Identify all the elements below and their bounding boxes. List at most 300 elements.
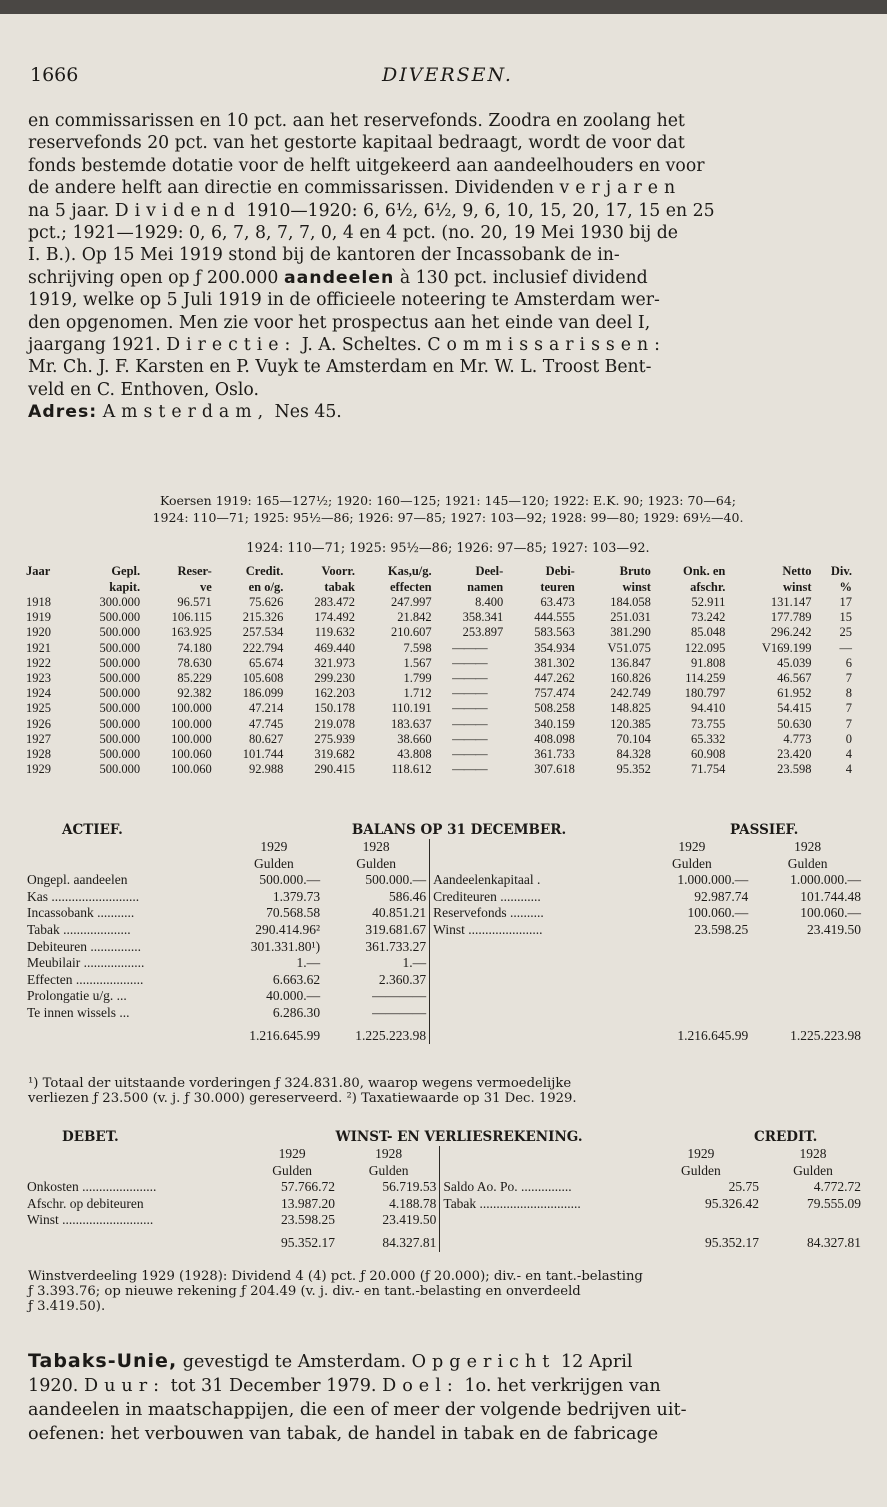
balans-title: BALANS OP 31 DECEMBER. (351, 822, 567, 838)
duur-label: Duur: (83, 1376, 166, 1396)
account-label: Incassobank ........... (27, 905, 135, 921)
amount-cell (632, 988, 751, 1005)
dividend-label: Dividend (114, 200, 241, 221)
stats-row (24, 595, 854, 610)
value-cell: 80.627 (248, 731, 284, 746)
stats-row (24, 732, 854, 747)
text-span: schrijving open op ƒ 200.000 (28, 267, 279, 288)
amount-cell (632, 955, 751, 972)
account-label (430, 972, 633, 989)
col-header: Voorr. (321, 564, 355, 578)
unit-label: Gulden (793, 1162, 833, 1178)
koersen-repeat: 1924: 110—71; 1925: 95½—86; 1926: 97—85; 1927: 103—92. (246, 541, 650, 556)
account-label: Meubilair .................. (27, 955, 145, 971)
amount-cell: 23.598.25 (694, 921, 749, 937)
amount-cell (632, 1005, 751, 1022)
text-line (28, 1349, 860, 1374)
year-label: 1928 (375, 1146, 403, 1161)
wv-title: WINST- EN VERLIESREKENING. (335, 1129, 583, 1145)
amount-cell: 1.000.000.— (677, 872, 749, 888)
value-cell: 340.159 (534, 716, 575, 731)
value-cell: 1.799 (403, 671, 432, 686)
value-cell: 23.420 (777, 747, 812, 762)
wv-unit-row (24, 1163, 864, 1180)
text-line: Winstverdeeling 1929 (1928): Dividend 4 (4) pct. ƒ 20.000 (ƒ 20.000); div.- en tant.-belasting (28, 1269, 643, 1284)
blank-cell (440, 1229, 640, 1252)
col-header: Credit. (245, 564, 284, 578)
value-cell: 114.259 (685, 671, 726, 686)
value-cell: 73.242 (691, 610, 726, 625)
value-cell: 70.104 (616, 731, 651, 746)
value-cell: 85.229 (177, 671, 212, 686)
unit-label: Gulden (254, 855, 294, 871)
value-cell: 47.214 (248, 701, 284, 716)
value-cell: 15 (839, 610, 852, 625)
value-cell: ——— (452, 671, 487, 686)
col-header: effecten (389, 579, 432, 594)
value-cell: 296.242 (770, 625, 812, 640)
col-header: Netto (782, 564, 812, 578)
amount-cell: 92.987.74 (694, 888, 749, 904)
account-label: Reservefonds .......... (430, 905, 633, 922)
scan-top-edge (0, 0, 887, 14)
value-cell: 43.808 (397, 747, 432, 762)
value-cell: 7 (845, 716, 852, 731)
unit-label: Gulden (787, 855, 828, 871)
amount-cell: 23.419.50 (807, 921, 861, 937)
value-cell: 469.440 (314, 640, 355, 655)
amount-cell: 40.000.— (266, 988, 321, 1004)
value-cell: 381.302 (534, 655, 575, 670)
value-cell: 300.000 (99, 595, 141, 609)
col-header: Debi- (545, 564, 575, 578)
doel-label: Doel: (382, 1376, 459, 1396)
value-cell: 50.630 (777, 716, 812, 731)
koersen-line: 1924: 110—71; 1925: 95½—86; 1926: 97—85; 1927: 103—92; 1928: 99—80; 1929: 69½—40. (152, 510, 744, 525)
value-cell: 96.571 (177, 595, 212, 609)
text-line (28, 177, 860, 199)
amount-cell: 586.46 (389, 888, 427, 904)
value-cell: 444.555 (534, 610, 575, 625)
balans-heading (24, 822, 859, 838)
commissarissen-label: Commissarissen: (427, 335, 666, 356)
value-cell: 8.400 (475, 595, 504, 609)
opgericht-value: 12 April (560, 1352, 633, 1372)
stats-header-row (24, 580, 854, 596)
text-line (28, 267, 860, 289)
text-span: jaargang 1921. (28, 335, 161, 356)
value-cell: 92.382 (177, 686, 212, 701)
text-line: aandeelen in maatschappijen, die een of meer der volgende bedrijven uit- (28, 1400, 687, 1420)
text-span: na 5 jaar. (28, 200, 110, 221)
directie-label: Directie: (166, 335, 297, 356)
amount-cell (751, 1005, 864, 1022)
amount-cell: 23.598.25 (280, 1212, 335, 1228)
opgericht-label: Opgericht (411, 1352, 556, 1372)
value-cell: 118.612 (391, 762, 432, 777)
total-amount: 84.327.81 (382, 1234, 437, 1250)
balans-row (24, 905, 864, 922)
value-cell: 299.230 (314, 671, 355, 686)
year-label: 1929 (278, 1146, 306, 1161)
value-cell: ——— (452, 640, 487, 655)
amount-cell (751, 939, 864, 956)
page-number: 1666 (30, 64, 79, 86)
value-cell: 75.626 (248, 595, 284, 609)
year-cell: 1922 (26, 655, 51, 670)
col-header: ve (199, 579, 212, 594)
account-label: Winst ........................... (27, 1212, 154, 1228)
value-cell: 283.472 (314, 595, 355, 609)
total-amount: 95.352.17 (705, 1234, 760, 1250)
amount-cell (751, 988, 864, 1005)
value-cell: 500.000 (99, 655, 141, 670)
value-cell: 120.385 (610, 716, 651, 731)
balans-row (24, 988, 864, 1005)
year-label: 1929 (260, 839, 288, 854)
value-cell: 177.789 (770, 610, 812, 625)
year-cell: 1928 (26, 747, 51, 762)
wv-heading (24, 1129, 859, 1145)
doel-value: 1o. het verkrijgen van (464, 1376, 661, 1396)
text-line: ƒ 3.419.50). (28, 1299, 106, 1314)
intro-paragraph (28, 110, 860, 424)
value-cell: 354.934 (534, 640, 575, 655)
value-cell: 583.563 (534, 625, 575, 640)
col-header: winst (783, 579, 812, 594)
unit-label: Gulden (272, 1162, 312, 1178)
winstverdeeling (28, 1269, 863, 1314)
value-cell: 184.058 (610, 595, 651, 609)
year-cell: 1925 (26, 701, 51, 716)
amount-cell: 40.851.21 (372, 905, 427, 921)
document-page (0, 14, 887, 1507)
value-cell: 186.099 (242, 686, 284, 701)
value-cell: 500.000 (99, 701, 141, 716)
verjaren-term: verjaren (559, 178, 682, 199)
year-cell: 1929 (26, 762, 51, 777)
page-header (30, 64, 865, 94)
amount-cell: 57.766.72 (280, 1179, 335, 1195)
col-header: Div. (830, 564, 852, 578)
account-label (440, 1212, 640, 1229)
tabaks-unie-paragraph (28, 1349, 860, 1446)
col-header (24, 580, 71, 596)
value-cell: 4 (845, 762, 852, 777)
text-line: den opgenomen. Men zie voor het prospectus aan het einde van deel I, (28, 312, 651, 333)
stats-row (24, 641, 854, 656)
value-cell: 183.637 (391, 716, 432, 731)
balans-total-row (24, 1022, 864, 1045)
dividend-values: 1910—1920: 6, 6½, 6½, 9, 6, 10, 15, 20, 17, 15 en 25 (246, 200, 715, 221)
value-cell: 21.842 (397, 610, 432, 625)
account-label: Debiteuren ............... (27, 938, 141, 954)
value-cell: 215.326 (242, 610, 284, 625)
amount-cell: 25.75 (728, 1179, 760, 1195)
debet-label: DEBET. (62, 1129, 119, 1145)
col-header: Bruto (619, 564, 651, 578)
value-cell: 500.000 (99, 716, 141, 731)
balans-row (24, 889, 864, 906)
col-header: afschr. (690, 579, 726, 594)
value-cell: 106.115 (171, 610, 212, 625)
value-cell: 91.808 (691, 655, 726, 670)
koersen-line: Koersen 1919: 165—127½; 1920: 160—125; 1921: 145—120; 1922: E.K. 90; 1923: 70—64; (159, 493, 737, 508)
year-cell: 1918 (26, 595, 51, 609)
amount-cell: 100.060.— (800, 905, 861, 921)
value-cell: 253.897 (462, 625, 504, 640)
value-cell: 74.180 (177, 640, 212, 655)
amount-cell: 79.555.09 (807, 1195, 861, 1211)
stats-row (24, 610, 854, 625)
adres-label: Adres: (28, 402, 98, 423)
value-cell: 6 (845, 655, 852, 670)
account-label: Onkosten ...................... (27, 1179, 157, 1195)
value-cell: 307.618 (534, 762, 575, 777)
value-cell: 174.492 (314, 610, 355, 625)
value-cell: 110.191 (391, 701, 432, 716)
year-cell: 1923 (26, 671, 51, 686)
value-cell: 247.997 (391, 595, 432, 609)
amount-cell: 95.326.42 (705, 1195, 760, 1211)
value-cell: 381.290 (610, 625, 651, 640)
balans-row (24, 1005, 864, 1022)
value-cell: 92.988 (248, 762, 284, 777)
value-cell: 447.262 (534, 671, 575, 686)
account-label: Kas .......................... (27, 888, 140, 904)
text-line: I. B.). Op 15 Mei 1919 stond bij de kantoren der Incassobank de in- (28, 245, 620, 266)
amount-cell (751, 972, 864, 989)
balans-row (24, 972, 864, 989)
amount-cell: 2.360.37 (378, 971, 427, 987)
value-cell: 100.000 (171, 716, 212, 731)
company-name: Tabaks-Unie, (28, 1350, 178, 1372)
value-cell: 162.203 (314, 686, 355, 701)
value-cell: 251.031 (610, 610, 651, 625)
year-label: 1929 (678, 839, 706, 854)
value-cell: ——— (452, 731, 487, 746)
account-label: Afschr. op debiteuren (27, 1195, 144, 1211)
unit-label: Gulden (680, 1162, 721, 1178)
total-amount: 1.216.645.99 (249, 1027, 321, 1043)
year-label: 1928 (362, 839, 390, 854)
stats-row (24, 656, 854, 671)
value-cell: ——— (452, 747, 487, 762)
amount-cell: 70.568.58 (266, 905, 321, 921)
value-cell: 219.078 (314, 716, 355, 731)
value-cell: 61.952 (777, 686, 812, 701)
balans-row (24, 955, 864, 972)
amount-cell: 56.719.53 (382, 1179, 437, 1195)
value-cell: 500.000 (99, 610, 141, 625)
value-cell: 358.341 (462, 610, 504, 625)
stats-row (24, 747, 854, 762)
amount-cell: 1.000.000.— (790, 872, 861, 888)
account-label: Saldo Ao. Po. ............... (440, 1179, 640, 1196)
col-header: Jaar (26, 564, 51, 578)
text-line: pct.; 1921—1929: 0, 6, 7, 8, 7, 7, 0, 4 en 4 pct. (no. 20, 19 Mei 1930 bij de (28, 223, 678, 244)
balans-table (24, 839, 864, 1044)
col-header: Deel- (475, 564, 504, 578)
section-title: DIVERSEN. (382, 64, 513, 86)
value-cell: 63.473 (540, 595, 575, 609)
blank-cell (430, 1022, 633, 1045)
account-label (430, 939, 633, 956)
col-header: Reser- (177, 564, 212, 578)
value-cell: 136.847 (610, 655, 651, 670)
account-label: Prolongatie u/g. ... (27, 988, 127, 1004)
total-amount: 1.216.645.99 (677, 1027, 749, 1043)
wv-row (24, 1196, 864, 1213)
amount-cell: 13.987.20 (280, 1195, 335, 1211)
value-cell: 52.911 (691, 595, 726, 609)
total-amount: 1.225.223.98 (355, 1027, 427, 1043)
amount-cell: 1.379.73 (272, 888, 321, 904)
value-cell: 45.039 (777, 655, 812, 670)
value-cell: 4.773 (783, 731, 812, 746)
stats-row (24, 686, 854, 701)
text-span: de andere helft aan directie en commissarissen. Dividenden (28, 178, 555, 199)
value-cell: 122.095 (684, 640, 726, 655)
actief-label: ACTIEF. (62, 822, 123, 838)
balans-row (24, 872, 864, 889)
value-cell: 0 (845, 731, 852, 746)
value-cell: 100.000 (171, 731, 212, 746)
text-line: en commissarissen en 10 pct. aan het reservefonds. Zoodra en zoolang het (28, 111, 685, 131)
value-cell: 100.060 (171, 762, 212, 777)
account-label: Aandeelenkapitaal . (430, 872, 633, 889)
value-cell: 7 (845, 671, 852, 686)
value-cell: 65.332 (691, 731, 726, 746)
amount-cell (751, 955, 864, 972)
text-span: 1920. (28, 1376, 79, 1396)
stats-header-row (24, 564, 854, 580)
col-header: winst (622, 579, 651, 594)
total-amount: 1.225.223.98 (790, 1027, 861, 1043)
value-cell: 7 (845, 701, 852, 716)
text-line (28, 1374, 860, 1398)
balans-row (24, 922, 864, 939)
stats-row (24, 762, 854, 777)
account-label: Winst ...................... (430, 922, 633, 939)
text-line: ƒ 3.393.76; op nieuwe rekening ƒ 204.49 (v. j. div.- en tant.-belasting en onverdeeld (28, 1284, 581, 1299)
text-line: 1919, welke op 5 Juli 1919 in de officieele noteering te Amsterdam wer- (28, 290, 660, 311)
value-cell: 73.755 (691, 716, 726, 731)
col-header: kapit. (109, 579, 141, 594)
amount-cell (762, 1212, 864, 1229)
value-cell: 78.630 (177, 655, 212, 670)
text-line (28, 401, 860, 423)
value-cell: 500.000 (99, 686, 141, 701)
col-header: % (839, 579, 852, 594)
value-cell: 160.826 (610, 671, 651, 686)
wv-year-row (24, 1146, 864, 1163)
amount-cell: 500.000.— (259, 872, 321, 888)
text-line: oefenen: het verbouwen van tabak, de handel in tabak en de fabricage (28, 1424, 659, 1444)
aandeelen-term: aandeelen (283, 267, 395, 288)
value-cell: 757.474 (534, 686, 575, 701)
stats-row (24, 671, 854, 686)
value-cell: 361.733 (534, 747, 575, 762)
year-cell: 1919 (26, 610, 51, 625)
value-cell: 1.567 (403, 655, 432, 670)
value-cell: 257.534 (242, 625, 284, 640)
value-cell: 65.674 (248, 655, 284, 670)
value-cell: ——— (452, 655, 487, 670)
value-cell: 150.178 (314, 701, 355, 716)
text-span: gevestigd te Amsterdam. (182, 1352, 407, 1372)
amount-cell: ———— (372, 1004, 427, 1020)
value-cell: V51.075 (607, 640, 651, 655)
credit-label: CREDIT. (754, 1129, 818, 1145)
value-cell: 54.415 (777, 701, 812, 716)
adres-city: Amsterdam, (102, 402, 270, 423)
col-header: Kas,u/g. (387, 564, 432, 578)
amount-cell: 23.419.50 (382, 1212, 437, 1228)
wv-total-row (24, 1229, 864, 1252)
value-cell: 148.825 (610, 701, 651, 716)
value-cell: 85.048 (691, 625, 726, 640)
value-cell: 4 (845, 747, 852, 762)
col-header: en o/g. (248, 579, 284, 594)
value-cell: 321.973 (314, 655, 355, 670)
value-cell: 94.410 (691, 701, 726, 716)
value-cell: 119.632 (314, 625, 355, 640)
duur-value: tot 31 December 1979. (170, 1376, 377, 1396)
value-cell: 95.352 (616, 762, 651, 777)
wv-row (24, 1212, 864, 1229)
value-cell: — (839, 640, 852, 655)
wv-table (24, 1146, 864, 1252)
balans-row (24, 939, 864, 956)
year-label: 1929 (687, 1146, 715, 1161)
value-cell: 8 (845, 686, 852, 701)
value-cell: 100.060 (171, 747, 212, 762)
col-header: tabak (324, 579, 355, 594)
amount-cell (632, 939, 751, 956)
amount-cell: 500.000.— (365, 872, 427, 888)
text-line: fonds bestemde dotatie voor de helft uitgekeerd aan aandeelhouders en voor (28, 155, 705, 176)
value-cell: 290.415 (314, 762, 355, 777)
value-cell: 500.000 (99, 731, 141, 746)
wv-row (24, 1179, 864, 1196)
col-header: namen (467, 579, 504, 594)
account-label (430, 988, 633, 1005)
directie-value: J. A. Scheltes. (301, 335, 422, 356)
year-cell: 1924 (26, 686, 51, 701)
account-label: Te innen wissels ... (27, 1004, 130, 1020)
account-label (430, 1005, 633, 1022)
text-line (28, 200, 860, 222)
amount-cell: 4.772.72 (813, 1179, 861, 1195)
amount-cell: 361.733.27 (365, 938, 427, 954)
value-cell: 508.258 (534, 701, 575, 716)
account-label: Tabak .............................. (440, 1196, 640, 1213)
value-cell: 180.797 (684, 686, 726, 701)
account-label: Tabak .................... (27, 921, 131, 937)
account-label: Ongepl. aandeelen (27, 872, 128, 888)
text-line (28, 334, 860, 356)
stats-row (24, 717, 854, 732)
value-cell: V169.199 (761, 640, 812, 655)
text-line: veld en C. Enthoven, Oslo. (28, 379, 260, 400)
value-cell: ——— (452, 701, 487, 716)
value-cell: ——— (452, 716, 487, 731)
col-header: Onk. en (682, 564, 726, 578)
amount-cell: 100.060.— (687, 905, 749, 921)
amount-cell: 101.744.48 (800, 888, 861, 904)
col-header: teuren (540, 579, 575, 594)
